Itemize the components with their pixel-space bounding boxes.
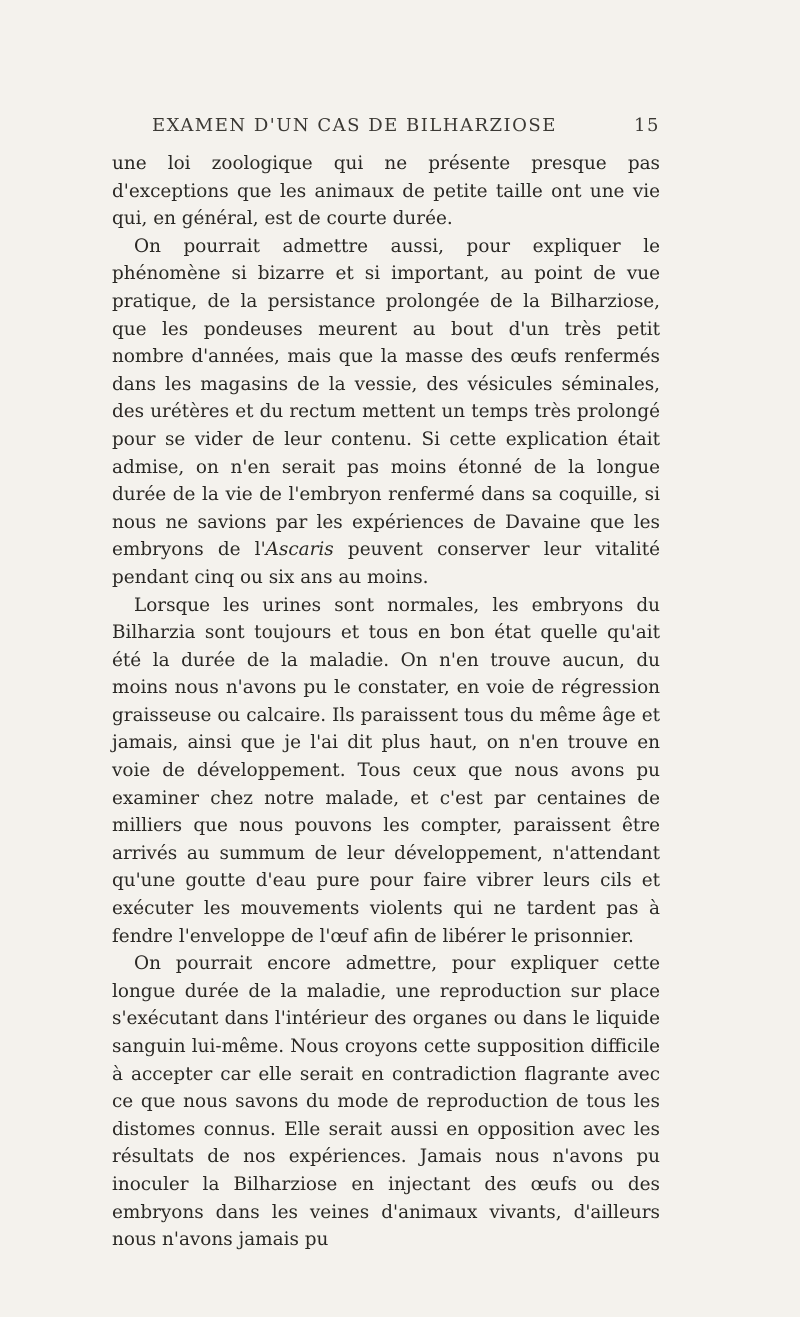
paragraph <box>112 233 660 592</box>
paragraph <box>112 592 660 951</box>
page-number: 15 <box>634 115 660 136</box>
paragraph-text-continued: peuvent conserver leur vitalité pendant cinq ou six ans au moins. <box>112 539 660 588</box>
body-text <box>112 150 660 1254</box>
paragraph-text: On pourrait encore admettre, pour expliquer cette longue durée de la maladie, une reproduction sur place s'exécutant dans l'intérieur des organes ou dans le liquide sanguin lui-même. Nous croyons cette supposition difficile à accepter car elle serait en contradiction flagrante avec ce que nous savons du mode de reproduction de tous les distomes connus. Elle serait aussi en opposition avec les résultats de nos expériences. Jamais nous n'avons pu inoculer la Bilharziose en injectant des œufs ou des embryons dans les veines d'animaux vivants, d'ailleurs nous n'avons jamais pu <box>112 953 660 1251</box>
italic-term: Ascaris <box>265 539 334 561</box>
paragraph-text: une loi zoologique qui ne présente presque pas d'exceptions que les animaux de petite taille ont une vie qui, en général, est de courte durée. <box>112 153 660 230</box>
running-title: EXAMEN D'UN CAS DE BILHARZIOSE <box>152 115 557 136</box>
paragraph <box>112 150 660 233</box>
paragraph-text: On pourrait admettre aussi, pour expliquer le phénomène si bizarre et si important, au point de vue pratique, de la persistance prolongée de la Bilharziose, que les pondeuses meurent au bout d'un très petit nombre d'années, mais que la masse des œufs renfermés dans les magasins de la vessie, des vésicules séminales, des urétères et du rectum mettent un temps très prolongé pour se vider de leur contenu. Si cette explication était admise, on n'en serait pas moins étonné de la longue durée de la vie de l'embryon renfermé dans sa coquille, si nous ne savions par les expériences de Davaine que les embryons de l' <box>112 235 660 561</box>
paragraph <box>112 950 660 1254</box>
running-header <box>0 115 800 139</box>
paragraph-text: Lorsque les urines sont normales, les embryons du Bilharzia sont toujours et tous en bon état quelle qu'ait été la durée de la maladie. On n'en trouve aucun, du moins nous n'avons pu le constater, en voie de régression graisseuse ou calcaire. Ils paraissent tous du même âge et jamais, ainsi que je l'ai dit plus haut, on n'en trouve en voie de développement. Tous ceux que nous avons pu examiner chez notre malade, et c'est par centaines de milliers que nous pouvons les compter, paraissent être arrivés au summum de leur développement, n'attendant qu'une goutte d'eau pure pour faire vibrer leurs cils et exécuter les mouvements violents qui ne tardent pas à fendre l'enveloppe de l'œuf afin de libérer le prisonnier. <box>112 594 660 947</box>
